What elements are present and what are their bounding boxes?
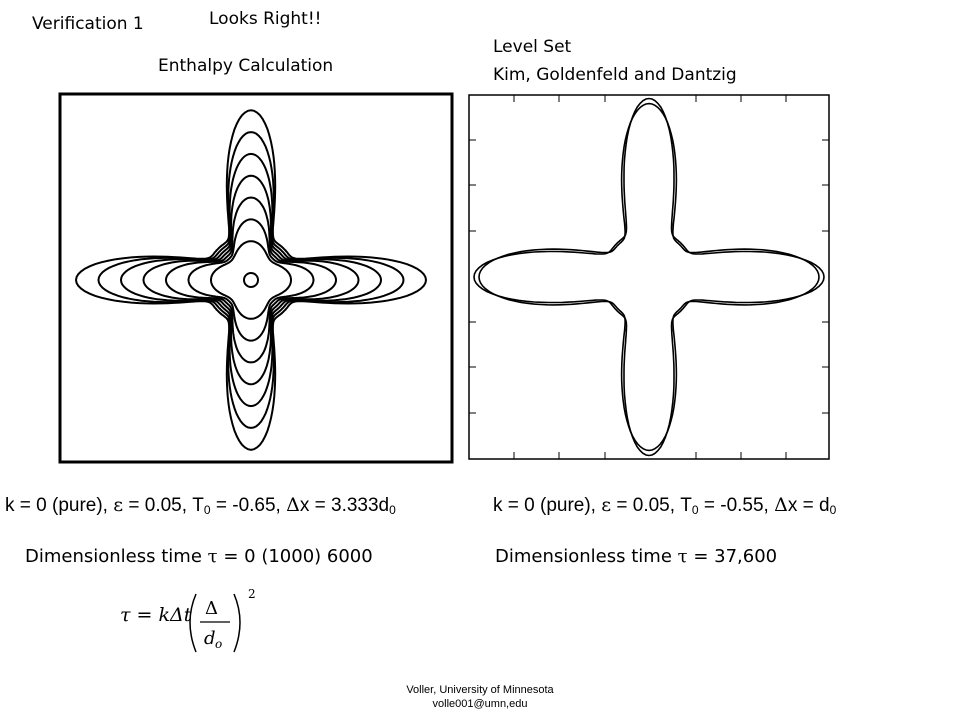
- left-parameters: [5, 494, 396, 517]
- delta-symbol: Δ: [774, 494, 788, 516]
- k-value: k = 0 (pure),: [493, 495, 596, 516]
- time-equation: [118, 584, 268, 666]
- looks-right-note: Looks Right!!: [209, 9, 322, 29]
- d-subscript: 0: [829, 503, 837, 517]
- epsilon-symbol: ε: [113, 494, 124, 516]
- enthalpy-figure: [58, 92, 454, 464]
- level-set-figure-frame: [469, 95, 829, 459]
- equation-denominator-sub: o: [215, 637, 223, 651]
- k-value: k = 0 (pure),: [5, 495, 108, 516]
- left-time: [25, 546, 373, 567]
- left-figure-title: Enthalpy Calculation: [158, 56, 334, 76]
- time-label: Dimensionless time: [25, 546, 202, 567]
- time-label: Dimensionless time: [495, 546, 672, 567]
- level-set-figure: [468, 94, 830, 460]
- epsilon-symbol: ε: [601, 494, 612, 516]
- verification-label: Verification 1: [32, 14, 144, 34]
- right-figure-title: Level Set: [493, 37, 572, 57]
- t-subscript: 0: [203, 503, 211, 517]
- right-parameters: [493, 494, 836, 517]
- equation-exponent: 2: [248, 587, 256, 601]
- dx-value: x = 3.333d: [299, 495, 390, 516]
- t-value: = -0.55,: [703, 495, 769, 516]
- t-value: = -0.65,: [215, 495, 281, 516]
- time-value: = 37,600: [693, 546, 778, 567]
- right-time: [495, 546, 777, 567]
- d-subscript: 0: [389, 503, 396, 517]
- t-subscript: 0: [691, 503, 699, 517]
- footer-author: Voller, University of Minnesota: [406, 684, 554, 696]
- dx-value: x = d: [787, 495, 830, 516]
- eps-temperature: = 0.05, T: [616, 495, 692, 516]
- equation-lhs: τ = kΔt: [120, 604, 192, 626]
- right-paren: [234, 594, 240, 652]
- footer: [330, 683, 630, 711]
- footer-email: volle001@umn,edu: [432, 698, 528, 710]
- time-value: = 0 (1000) 6000: [223, 546, 373, 567]
- tau-symbol: τ: [677, 546, 688, 567]
- equation-denominator: d: [204, 628, 216, 649]
- equation-numerator: Δ: [205, 598, 218, 619]
- right-figure-subtitle: Kim, Goldenfeld and Dantzig: [493, 65, 737, 85]
- delta-symbol: Δ: [286, 494, 300, 516]
- enthalpy-figure-frame: [60, 94, 452, 462]
- eps-temperature: = 0.05, T: [128, 495, 204, 516]
- tau-symbol: τ: [207, 546, 218, 567]
